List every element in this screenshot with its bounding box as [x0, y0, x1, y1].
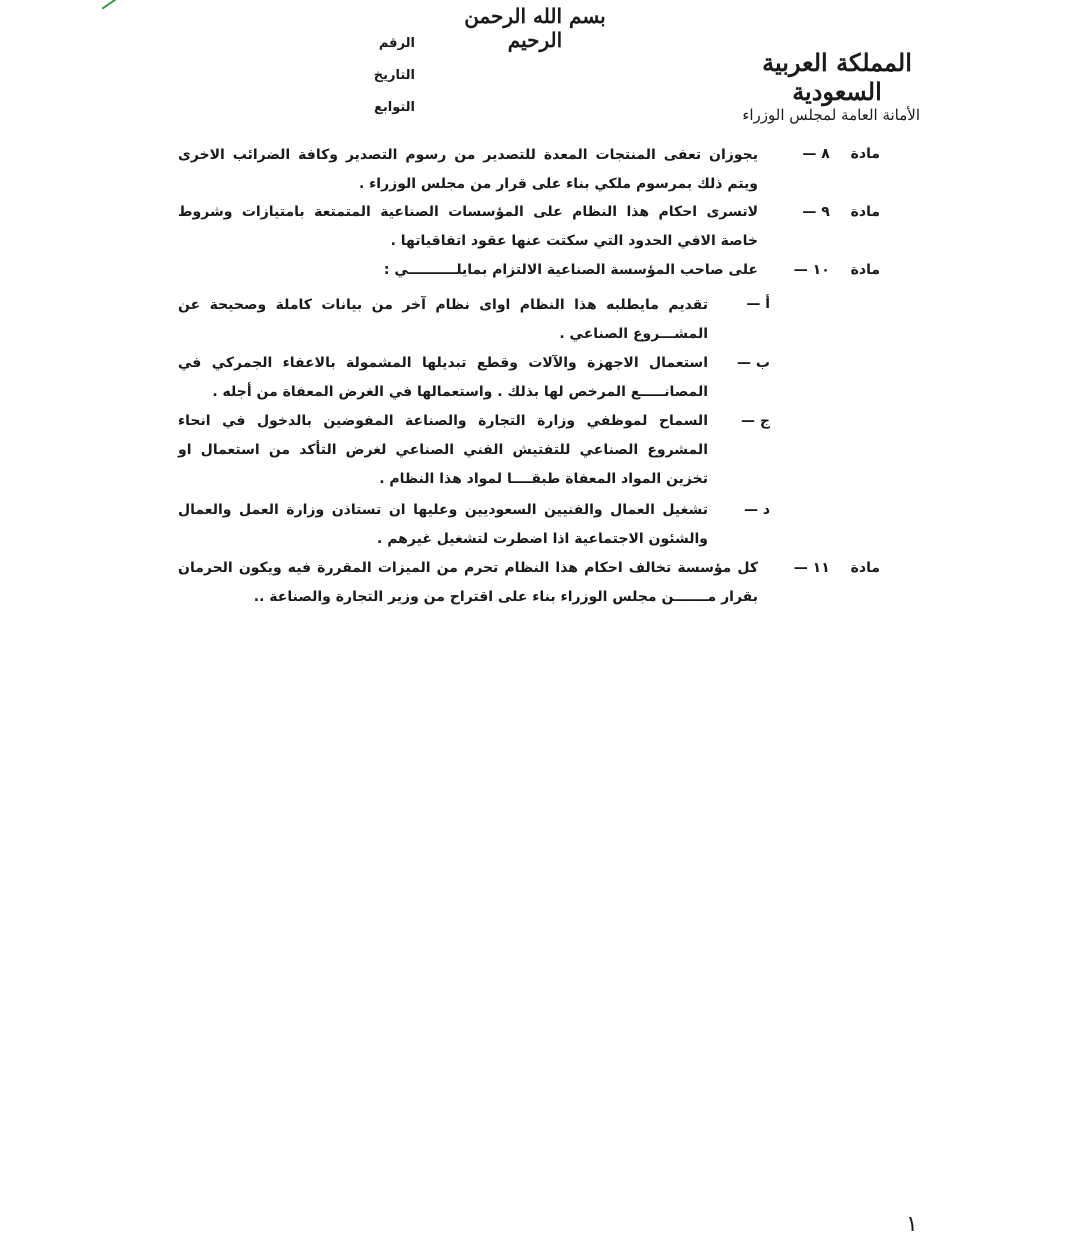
- article-label: مادة ١٠ —: [793, 262, 880, 278]
- list-item-text: تقديم مايطلبه هذا النظام اواى نظام آخر من بيانات كاملة وصحيحة عن المشـــروع الصناعي .: [178, 297, 708, 342]
- list-item-marker: د —: [743, 502, 770, 518]
- article-number: ١١: [812, 560, 830, 576]
- reference-date-label: التاريخ: [373, 68, 415, 83]
- reference-number-label: الرقم: [378, 36, 415, 51]
- organization-name: الأمانة العامة لمجلس الوزراء: [742, 106, 920, 124]
- article-text: لاتسرى احكام هذا النظام على المؤسسات الصناعية المتمتعة بامتيازات وشروط خاصة الافي الحدود التي سكتت عنها عقود اتفاقياتها .: [178, 204, 758, 249]
- list-item-marker: ب —: [737, 355, 770, 371]
- article-number: ٩: [821, 204, 830, 220]
- article-text: يجوزان تعفى المنتجات المعدة للتصدير من رسوم التصدير وكافة الضرائب الاخرى ويتم ذلك بمرسوم ملكي بناء على قرار من مجلس الوزراء .: [178, 147, 758, 192]
- reference-labels: [340, 36, 415, 132]
- list-item-text: السماح لموظفي وزارة التجارة والصناعة المفوضين بالدخول في انحاء المشروع الصناعي للتفتيش الفني الصناعي لغرض التأكد من استعمال او تخزين المواد المعفاة طبقــــا لمواد هذا النظام .: [178, 413, 708, 487]
- article-word: مادة: [850, 204, 880, 220]
- article-label: مادة ٩ —: [802, 204, 880, 220]
- list-item-marker: أ —: [746, 296, 770, 312]
- list-item-marker: ج —: [741, 413, 770, 429]
- article-text: كل مؤسسة تخالف احكام هذا النظام تحرم من الميزات المقررة فيه ويكون الحرمان بقرار مـــــــن مجلس الوزراء بناء على اقتراح من وزير التجارة والصناعة ..: [178, 560, 758, 605]
- basmala-heading: بسم الله الرحمن الرحيم: [464, 4, 606, 52]
- article-word: مادة: [850, 560, 880, 576]
- article-word: مادة: [850, 262, 880, 278]
- article-label: مادة ٨ —: [802, 146, 880, 162]
- article-number: ١٠: [812, 262, 830, 278]
- article-number: ٨: [821, 146, 830, 162]
- list-item-text: استعمال الاجهزة والآلات وقطع تبديلها المشمولة بالاعفاء الجمركي في المصانـــــع المرخص لها بذلك . واستعمالها في الغرض المعفاة من أجله .: [178, 355, 708, 400]
- article-text: على صاحب المؤسسة الصناعية الالتزام بمايلــــــــــي :: [383, 262, 758, 278]
- list-item-text: تشغيل العمال والفنيين السعوديين وعليها ان تستاذن وزارة العمل والعمال والشئون الاجتماعية اذا اضطرت لتشغيل غيرهم .: [178, 502, 708, 547]
- article-label: مادة ١١ —: [793, 560, 880, 576]
- page-number: ١: [906, 1212, 918, 1237]
- article-word: مادة: [850, 146, 880, 162]
- corner-scan-mark: [96, 0, 116, 10]
- reference-attachments-label: التوابع: [373, 100, 415, 115]
- letterhead-logo: المملكة العربية السعودية: [762, 48, 912, 106]
